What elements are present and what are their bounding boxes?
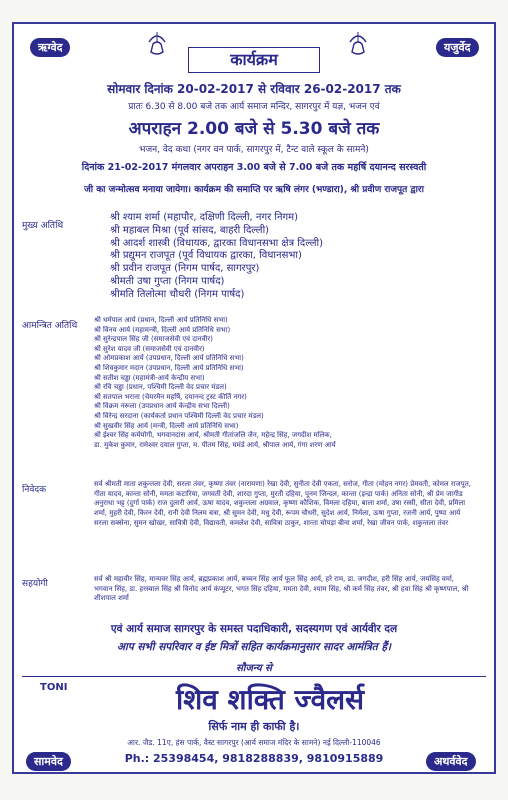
sponsor-address: आर. जैड. 11ए, हंस पार्क, वैस्ट सागरपुर (आर्य समाज मंदिर के सामने) नई दिल्ली-110046 [127,738,381,747]
sponsor-phone: Ph.: 25398454, 9818288839, 9810915889 [124,752,384,765]
program-title: कार्यक्रम [188,47,320,73]
list-item: श्री सतीश चड्ढा (महामंत्री-आर्य केन्द्रीय सभा) [94,373,205,382]
sponsor-tagline: सिर्फ नाम ही काफी है। [208,720,300,733]
chief-guests-label: मुख्य अतिथि [22,221,64,231]
list-item: श्री श्याम शर्मा (महापौर, दक्षिणी दिल्ली, नगर निगम) [110,212,299,223]
list-item: श्री ओमप्रकाश आर्य (उपप्रधान, दिल्ली आर्य प्रतिनिधि सभा) [94,354,244,363]
list-item: श्री सुरेश यादव जी (समाजसेवी एवं दानवीर) [94,344,205,353]
invitation-line-2: आप सभी सपरिवार व ईष्ट मित्रों सहित कार्यक्रमानुसार सादर आमंत्रित हैं। [116,641,392,653]
schedule-line-morning: प्रातः 6.30 से 8.00 बजे तक आर्य समाज मन्दिर, सागरपुर में यज्ञ, भजन एवं [128,102,380,112]
requesters-text: सर्व श्रीमती माता शकुन्तला देवी, सरला तंवर, कृष्णा तंवर (नारायणा) रेखा देवी, सुनीता देवी एकता, सरोज, गीता (मोहन नगर) प्रेमवती, कोमल राजपूत, गीता यादव, कान्ता सोनी, ममता कटारिया, जगवती देवी, शारदा गुप्ता, मुरती दहिया, पूनम जिन्दल, कान्ता (इन्द्रा पार्क) अनिता सोनी, श्री प्रेम जागीड अनुराधा भट्ट (दुर्गा पार्क) राज दुलारी आर्य, ऊषा यादव, शकुन्तला अग्रवाल, कृष्णा कौशिक, विमला दहिया, बाला शर्मा, उषा रस्सी, सीता देवी, प्रमिला शर्मा, मुहरी देवी, किरन देवी, रानी देवी निलम बत्रा, श्री सुमन देवी, मधु देवी, रूपम चौधरी, सुदेश आर्य, निर्मला, ऊषा गुप्ता, रजनी आर्य, पुष्पा आर्य सरला सक्सेना, सुमन खोखर, सावित्री देवी, विद्यावती, कमलेश देवी, सावित्रा ठाकुर, शान्ता चोपड़ा बीना शर्मा, रेखा जीवन पार्क, शकुन्तला तंवर [94,480,471,527]
veda-badge-bottom-right: अथर्ववेद [426,752,476,771]
list-item: श्री शिवकुमार मदान (उपप्रधान, दिल्ली आर्य प्रतिनिधि सभा) [94,363,244,372]
veda-badge-top-left: ऋग्वेद [30,38,70,57]
list-item: श्रीमति तिलोत्मा चौधरी (निगम पार्षद) [110,288,245,300]
list-item: श्री रवि चड्ढा (प्रधान, पश्चिमी दिल्ली वेद प्रचार मंडल) [94,383,227,392]
list-item: डा. मुकेश कुमार, रामेश्वर दयाल गुप्ता, म. पीतम सिंह, घमंडे आर्य, श्रीपाल आर्य, गंगा शरण आर्य [94,440,336,449]
sponsor-name: शिव शक्ति ज्वैलर्स [175,683,365,716]
list-item: श्रीमती उषा गुप्ता (निगम पार्षद) [110,275,225,287]
schedule-line-birthday: दिनांक 21-02-2017 मंगलवार अपराहन 3.00 बजे से 7.00 बजे तक महर्षि दयानन्द सरस्वती [81,162,427,173]
schedule-line-dates: सोमवार दिनांक 20-02-2017 से रविवार 26-02-2017 तक [107,82,401,96]
kalash-icon [344,30,372,56]
list-item: श्री विरेन्द्र सरदाना (कार्यकर्ता प्रधान पश्चिमी दिल्ली वेद प्रचार मंडल) [94,411,264,420]
list-item: श्री सुरेन्द्रपाल सिंह जी (समाजसेवी एवं दानवीर) [94,335,213,344]
courtesy-label: सौजन्य से [236,663,272,674]
list-item: श्री विनय आर्य (महामन्त्री, दिल्ली आर्य प्रतिनिधि सभा) [94,325,231,334]
collaborators-text: सर्व श्री महावीर सिंह, मान्यवर सिंह आर्य, ब्रह्मप्रकाश आर्य, बच्चन सिंह आर्य फूल सिंह आर्य, हरे राम, डा. जगदीश, हरी सिंह आर्य, जयसिंह वर्मा, भगवान सिंह, डा. हरस्वाल सिंह श्री विनोद आर्य कंप्यूटर, भगत सिंह दहिया, ममता देवी, श्याम सिंह, श्री कर्म सिंह तंवर, श्री हवा सिंह श्री कृष्णपाल, श्री शीशपाल शर्मा [94,575,469,603]
veda-badge-bottom-left: सामवेद [26,752,71,771]
schedule-line-celebration: जी का जन्मोत्सव मनाया जायेगा। कार्यक्रम की समाप्ति पर ऋषि लंगर (भण्डारा), श्री प्रवीण राजपूत द्वारा [84,185,424,195]
list-item: श्री धर्मपाल आर्य (प्रधान, दिल्ली आर्य प्रतिनिधि सभा) [94,316,228,324]
veda-badge-top-right: यजुर्वेद [436,38,479,57]
chief-guests-list [110,212,323,302]
sponsor-logo-text: TONI [40,682,68,693]
invited-guests-label: आमन्त्रित अतिथि [22,321,78,331]
invitation-line-1: एवं आर्य समाज सागरपुर के समस्त पदाधिकारी, सदस्यगण एवं आर्यवीर दल [110,623,398,635]
list-item: श्री प्रवीन राजपूत (निगम पार्षद, सागरपुर) [110,263,260,275]
kalash-icon [143,30,171,56]
list-item: श्री विक्रम नरूला (उपप्रधान आर्य केन्द्रीय सभा दिल्ली) [94,402,230,411]
schedule-line-afternoon: अपराहन 2.00 बजे से 5.30 बजे तक [128,119,380,139]
requesters-label: निवेदक [22,485,47,495]
list-item: श्री प्रद्युमन राजपूत (पूर्व विधायक द्वारका, विधानसभा) [110,250,302,262]
list-item: श्री सतपाल भराना (चेयरमैन महर्षि, दयानन्द ट्रस्ट कीर्ति नगर) [94,392,247,401]
list-item: श्री आदर्श शास्त्री (विधायक, द्वारका विधानसभा क्षेत्र दिल्ली) [110,237,323,249]
list-item: श्री सुखवीर सिंह आर्य (मन्त्री, दिल्ली आर्य प्रतिनिधि सभा) [94,421,239,430]
collaborators-label: सहयोगी [22,579,48,589]
schedule-line-venue: भजन, वेद कथा (नगर वन पार्क, सागरपुर में, टैन्ट वाले स्कूल के सामने) [139,145,369,155]
list-item: श्री महाबल मिश्रा (पूर्व सांसद, बाहरी दिल्ली) [110,224,270,236]
list-item: श्री ईश्वर सिंह कर्मयोगी, भगवानदास आर्य, श्रीमती गीतांजलि जैन, महेन्द्र सिंह, जगदीश मलिक, [94,431,332,440]
divider [22,676,486,677]
invited-guests-list [94,316,476,450]
